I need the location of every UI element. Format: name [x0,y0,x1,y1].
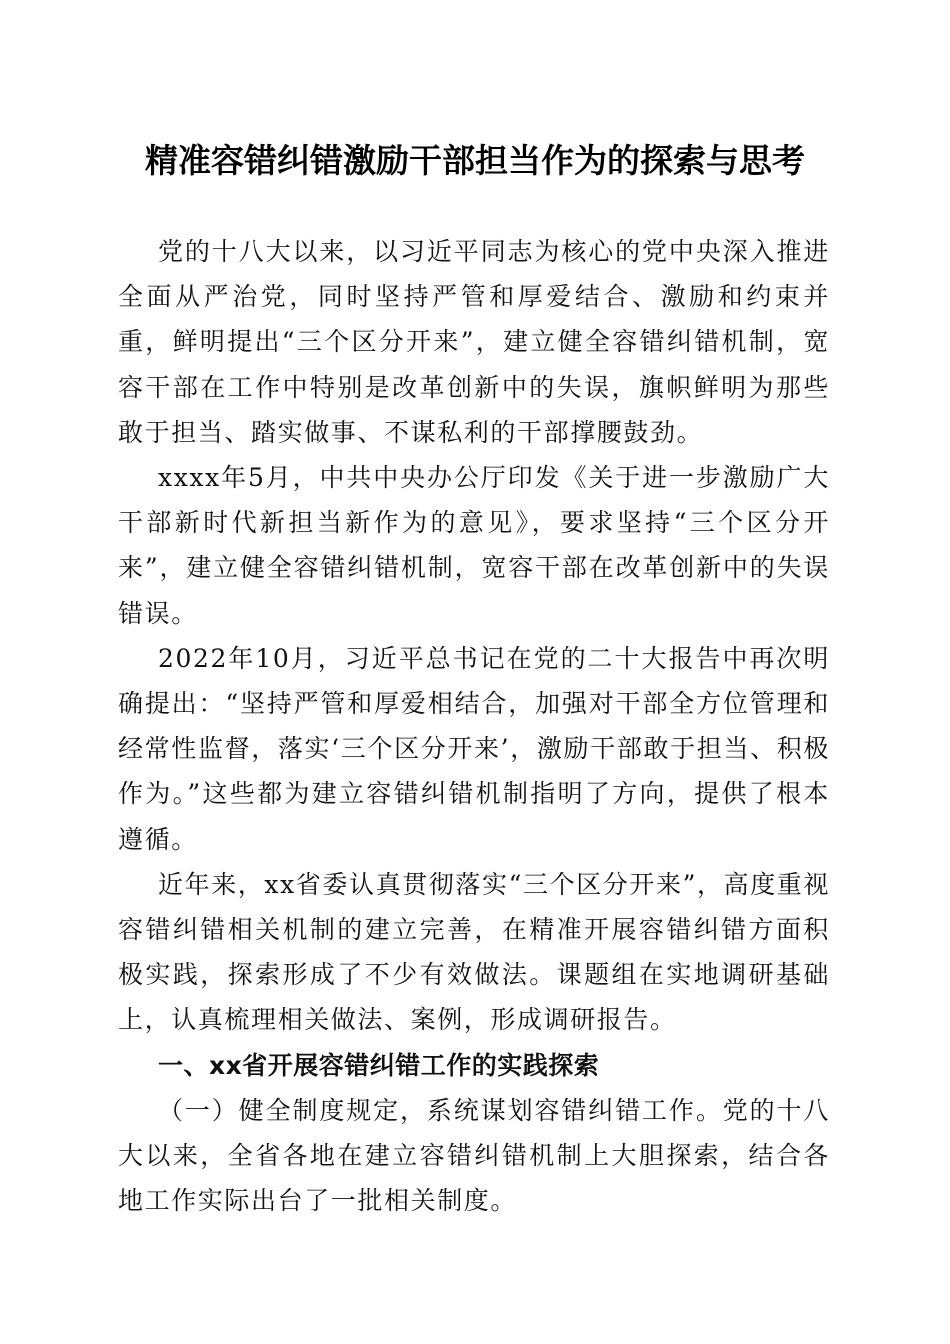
paragraph-congress-report: 2022年10月，习近平总书记在党的二十大报告中再次明确提出：“坚持严管和厚爱相结合，加强对干部全方位管理和经常性监督，落实‘三个区分开来’，激励干部敢于担当、积极作为。”这些都为建立容错纠错机制指明了方向，提供了根本遵循。 [118,643,830,854]
paragraph-intro: 党的十八大以来，以习近平同志为核心的党中央深入推进全面从严治党，同时坚持严管和厚爱结合、激励和约束并重，鲜明提出“三个区分开来”，建立健全容错纠错机制，宽容干部在工作中特别是改革创新中的失误，旗帜鲜明为那些敢于担当、踏实做事、不谋私利的干部撑腰鼓劲。 [118,237,830,447]
subsection-paragraph [118,1088,830,1224]
subsection-text: 党的十八大以来，全省各地在建立容错纠错机制上大胆探索，结合各地工作实际出台了一批相关制度。 [118,1095,830,1216]
paragraph-opinion: xxxx年5月，中共中央办公厅印发《关于进一步激励广大干部新时代新担当新作为的意见》，要求坚持“三个区分开来”，建立健全容错纠错机制，宽容干部在改革创新中的失误错误。 [118,463,830,628]
document-title: 精准容错纠错激励干部担当作为的探索与思考 [145,141,805,180]
paragraph-province-practice: 近年来，xx省委认真贯彻落实“三个区分开来”，高度重视容错纠错相关机制的建立完善，在精准开展容错纠错方面积极实践，探索形成了不少有效做法。课题组在实地调研基础上，认真梳理相关做法、案例，形成调研报告。 [118,869,830,1035]
document-body [118,229,830,1223]
subsection-lead: （一）健全制度规定，系统谋划容错纠错工作。 [158,1095,723,1125]
section-heading: 一、xx省开展容错纠错工作的实践探索 [158,1050,600,1080]
